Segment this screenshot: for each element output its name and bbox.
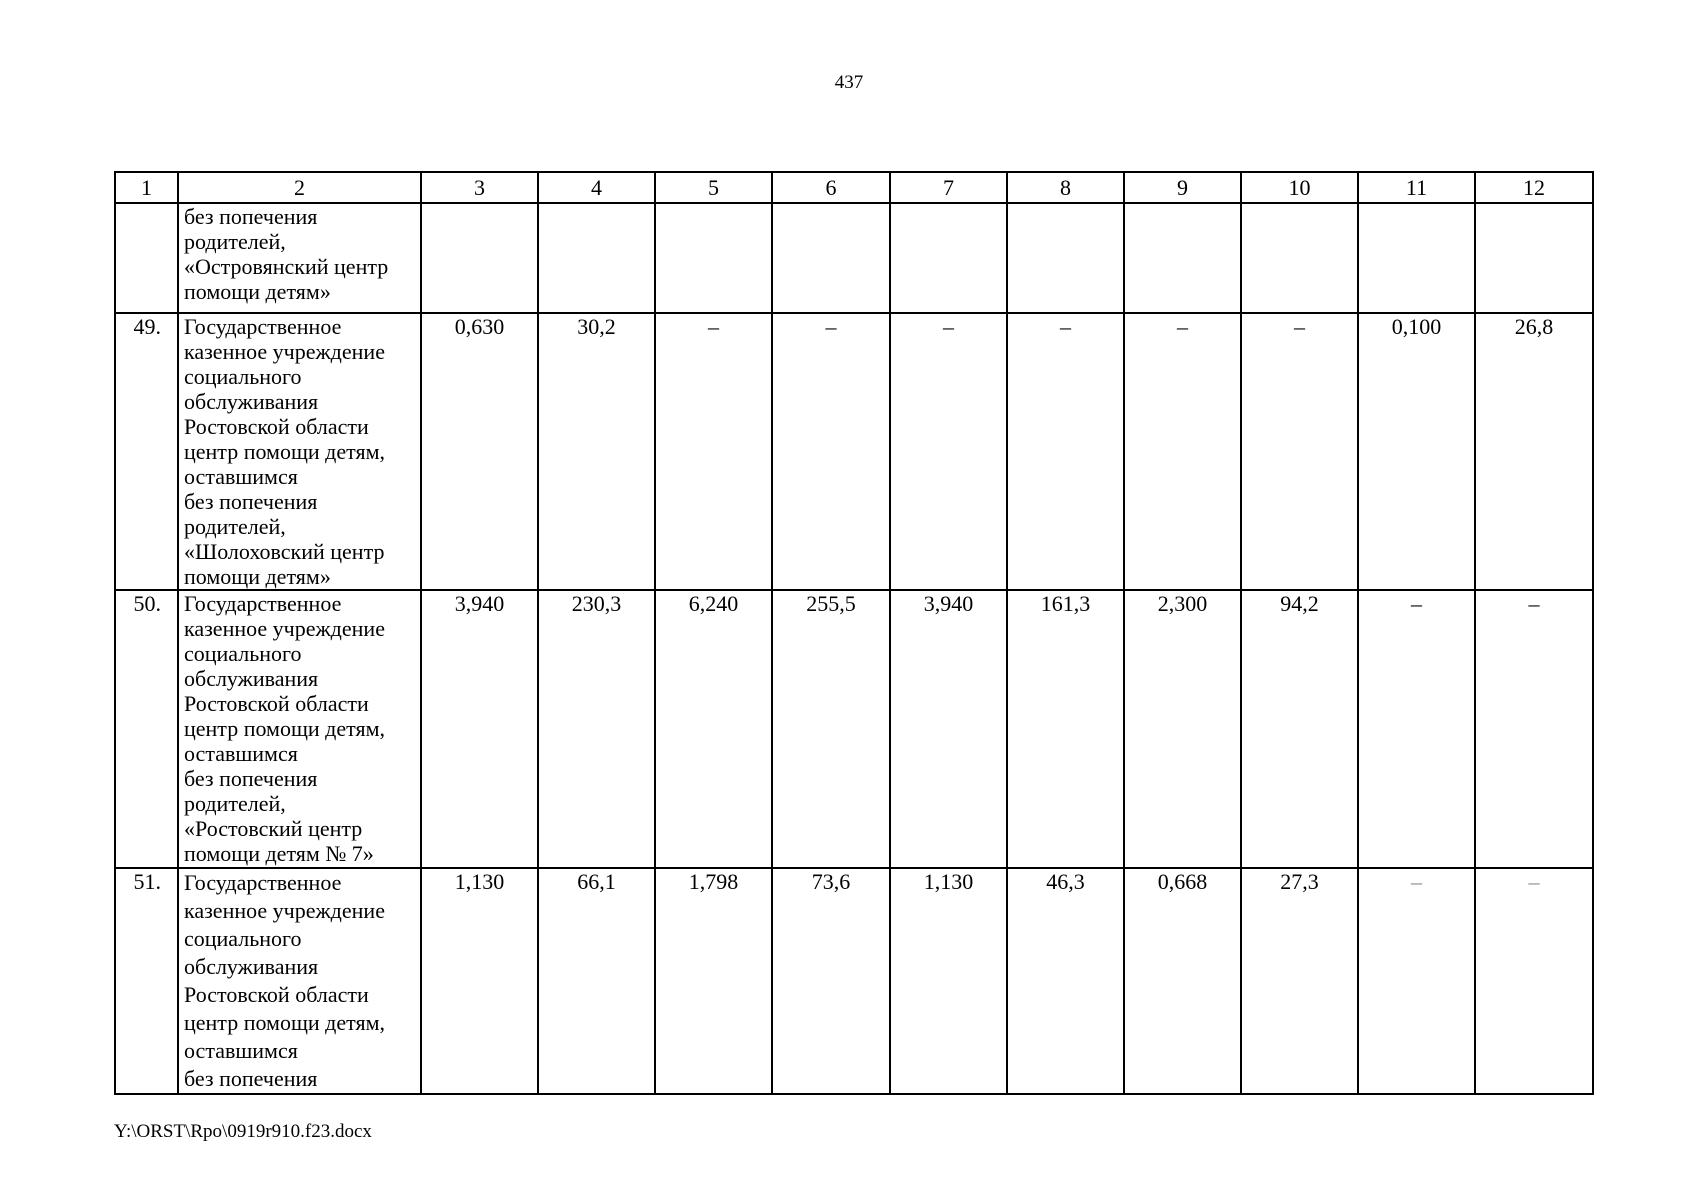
value-cell: 1,130: [890, 868, 1007, 1094]
value-cell: [1475, 203, 1593, 313]
value-cell: 1,798: [655, 868, 772, 1094]
value-cell: 30,2: [538, 313, 655, 590]
column-header: 6: [772, 172, 890, 203]
value-cell: 46,3: [1007, 868, 1124, 1094]
row-index: 49.: [115, 313, 178, 590]
value-cell: [1241, 203, 1358, 313]
column-header: 12: [1475, 172, 1593, 203]
name-line: социального: [184, 364, 302, 389]
institution-name: [178, 313, 421, 590]
column-header: 11: [1358, 172, 1475, 203]
name-line: обслуживания: [184, 954, 319, 979]
row-index: [115, 203, 178, 313]
row-index: 50.: [115, 590, 178, 868]
name-line: без попечения: [184, 489, 318, 514]
name-line: казенное учреждение: [184, 616, 385, 641]
table-row: [115, 868, 1593, 1094]
name-line: казенное учреждение: [184, 339, 385, 364]
value-cell: 0,100: [1358, 313, 1475, 590]
value-cell: [421, 203, 538, 313]
value-cell: 27,3: [1241, 868, 1358, 1094]
value-cell: [538, 203, 655, 313]
value-cell: –: [1124, 313, 1241, 590]
value-cell: –: [655, 313, 772, 590]
name-line: «Ростовский центр: [184, 816, 363, 841]
value-cell: [1007, 203, 1124, 313]
value-cell: 94,2: [1241, 590, 1358, 868]
footer-file-path: Y:\ORST\Rpo\0919r910.f23.docx: [114, 1121, 372, 1142]
name-line: Государственное: [184, 314, 342, 339]
value-cell: 66,1: [538, 868, 655, 1094]
value-cell: –: [772, 313, 890, 590]
name-line: помощи детям»: [184, 564, 331, 589]
name-line: Государственное: [184, 870, 342, 895]
institution-name: [178, 868, 421, 1094]
value-cell: [1124, 203, 1241, 313]
column-header: 8: [1007, 172, 1124, 203]
name-line: Ростовской области: [184, 414, 369, 439]
value-cell: –: [1358, 590, 1475, 868]
column-header: 2: [178, 172, 421, 203]
value-cell: 73,6: [772, 868, 890, 1094]
value-cell: 0,630: [421, 313, 538, 590]
name-line: без попечения: [184, 766, 318, 791]
column-header: 7: [890, 172, 1007, 203]
value-cell: 3,940: [421, 590, 538, 868]
name-line: центр помощи детям,: [184, 1010, 386, 1035]
value-cell: [655, 203, 772, 313]
name-line: помощи детям № 7»: [184, 841, 374, 866]
column-header: 1: [115, 172, 178, 203]
table-row: [115, 313, 1593, 590]
value-cell: –: [1007, 313, 1124, 590]
value-cell: 2,300: [1124, 590, 1241, 868]
value-cell: 1,130: [421, 868, 538, 1094]
value-cell: 3,940: [890, 590, 1007, 868]
name-line: помощи детям»: [184, 279, 331, 304]
value-cell: –: [1475, 590, 1593, 868]
header-row: [115, 172, 1593, 203]
name-line: центр помощи детям,: [184, 716, 386, 741]
name-line: родителей,: [184, 514, 286, 539]
value-cell: 255,5: [772, 590, 890, 868]
name-line: Государственное: [184, 591, 342, 616]
value-cell: [772, 203, 890, 313]
value-cell: –: [1241, 313, 1358, 590]
column-header: 3: [421, 172, 538, 203]
value-cell: –: [1475, 868, 1593, 1094]
name-line: казенное учреждение: [184, 898, 385, 923]
value-cell: 0,668: [1124, 868, 1241, 1094]
page-number: 437: [834, 72, 864, 93]
institution-name: [178, 203, 421, 313]
name-line: без попечения: [184, 1066, 318, 1091]
value-cell: 6,240: [655, 590, 772, 868]
value-cell: –: [1358, 868, 1475, 1094]
name-line: Ростовской области: [184, 982, 369, 1007]
name-line: оставшимся: [184, 464, 298, 489]
value-cell: [1358, 203, 1475, 313]
institution-name: [178, 590, 421, 868]
name-line: центр помощи детям,: [184, 439, 386, 464]
name-line: Ростовской области: [184, 691, 369, 716]
name-line: социального: [184, 926, 302, 951]
column-header: 5: [655, 172, 772, 203]
value-cell: 161,3: [1007, 590, 1124, 868]
name-line: оставшимся: [184, 741, 298, 766]
row-index: 51.: [115, 868, 178, 1094]
data-table: [114, 171, 1594, 1095]
name-line: родителей,: [184, 229, 286, 254]
value-cell: –: [890, 313, 1007, 590]
column-header: 10: [1241, 172, 1358, 203]
table-row: [115, 590, 1593, 868]
name-line: «Шолоховский центр: [184, 539, 385, 564]
table-row: [115, 203, 1593, 313]
column-header: 9: [1124, 172, 1241, 203]
name-line: обслуживания: [184, 389, 319, 414]
name-line: обслуживания: [184, 666, 319, 691]
name-line: без попечения: [184, 204, 318, 229]
column-header: 4: [538, 172, 655, 203]
name-line: социального: [184, 641, 302, 666]
value-cell: 230,3: [538, 590, 655, 868]
name-line: «Островянский центр: [184, 254, 389, 279]
value-cell: 26,8: [1475, 313, 1593, 590]
name-line: оставшимся: [184, 1038, 298, 1063]
name-line: родителей,: [184, 791, 286, 816]
value-cell: [890, 203, 1007, 313]
